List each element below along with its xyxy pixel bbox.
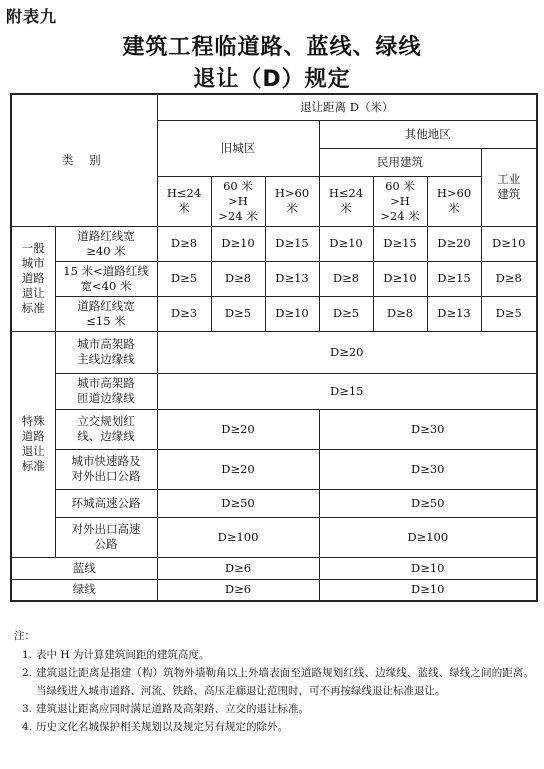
table-row: [11, 449, 537, 489]
row-label: 对外出口高速 公路: [55, 517, 157, 557]
table-row: [11, 261, 537, 296]
value-cell: D≥10: [211, 226, 265, 261]
category-header: 类 别: [11, 94, 157, 226]
notes: [14, 627, 534, 736]
value-cell-old-city: D≥6: [157, 557, 319, 579]
note-number: 2.: [22, 667, 33, 679]
notes-list: [14, 646, 534, 736]
note-item: [22, 700, 534, 718]
old-city-header: 旧城区: [157, 120, 319, 176]
table-row: [11, 373, 537, 409]
note-text: 建筑退让距离应同时满足道路及高架路、立交的退让标准。: [36, 703, 309, 715]
row-label: 15 米<道路红线 宽<40 米: [55, 261, 157, 296]
note-number: 1.: [22, 649, 33, 661]
value-cell: D≥10: [373, 261, 427, 296]
row-label: 道路红线宽 ≤15 米: [55, 296, 157, 331]
table-row: [11, 296, 537, 331]
note-text: 建筑退让距离是指建（构）筑物外墙勒角以上外墙表面至道路规划红线、边缘线、蓝线、绿线之间的距离。当绿线进入城市道路、河流、铁路、高压走廊退让范围时，可不再按绿线退让标准退让。: [36, 667, 534, 697]
value-cell: D≥5: [211, 296, 265, 331]
value-cell: D≥13: [427, 296, 481, 331]
other-areas-header: 其他地区: [319, 120, 537, 148]
value-cell: D≥8: [319, 261, 373, 296]
note-number: 4.: [22, 721, 33, 733]
value-cell: D≥5: [319, 296, 373, 331]
note-text: 历史文化名城保护相关规划以及规定另有规定的除外。: [36, 721, 288, 733]
note-item: [22, 646, 534, 664]
table-row: [11, 331, 537, 373]
table-row: [11, 226, 537, 261]
row-label: 城市高架路 匝道边缘线: [55, 373, 157, 409]
row-label: 道路红线宽 ≥40 米: [55, 226, 157, 261]
value-cell-other-areas: D≥30: [319, 449, 537, 489]
height-col-header: H>60 米: [265, 176, 319, 226]
value-cell-other-areas: D≥100: [319, 517, 537, 557]
value-cell: D≥13: [265, 261, 319, 296]
height-col-header: H≤24 米: [319, 176, 373, 226]
value-cell: D≥15: [265, 226, 319, 261]
note-text: 表中 H 为计算建筑间距的建筑高度。: [36, 649, 210, 661]
value-cell: D≥8: [157, 226, 211, 261]
industrial-building-header: 工业 建筑: [481, 148, 537, 226]
value-cell-old-city: D≥20: [157, 409, 319, 449]
value-cell-old-city: D≥6: [157, 579, 319, 601]
blue-line-row: [11, 557, 537, 579]
row-label: 绿线: [11, 579, 157, 601]
table-row: [11, 489, 537, 517]
value-cell: D≥8: [481, 261, 537, 296]
civil-building-header: 民用建筑: [319, 148, 481, 176]
title-line-2: 退让（D）规定: [193, 67, 351, 92]
height-col-header: 60 米>H >24 米: [373, 176, 427, 226]
value-cell-old-city: D≥100: [157, 517, 319, 557]
value-cell: D≥5: [157, 261, 211, 296]
table-row: [11, 517, 537, 557]
row-label: 立交规划红 线、边缘线: [55, 409, 157, 449]
value-cell-old-city: D≥20: [157, 449, 319, 489]
height-col-header: H≤24 米: [157, 176, 211, 226]
height-col-header: 60 米>H >24 米: [211, 176, 265, 226]
note-item: [22, 718, 534, 736]
note-item: [22, 664, 534, 700]
value-cell: D≥15: [373, 226, 427, 261]
setback-table: [10, 93, 538, 602]
value-cell: D≥3: [157, 296, 211, 331]
value-cell-old-city: D≥50: [157, 489, 319, 517]
value-cell-other-areas: D≥50: [319, 489, 537, 517]
row-label: 环城高速公路: [55, 489, 157, 517]
value-cell-other-areas: D≥30: [319, 409, 537, 449]
value-cell: D≥20: [427, 226, 481, 261]
value-cell: D≥8: [373, 296, 427, 331]
value-cell-other-areas: D≥10: [319, 557, 537, 579]
value-cell-all: D≥20: [157, 331, 537, 373]
row-label: 城市高架路 主线边缘线: [55, 331, 157, 373]
value-cell: D≥8: [211, 261, 265, 296]
value-cell-other-areas: D≥10: [319, 579, 537, 601]
value-cell: D≥10: [265, 296, 319, 331]
height-col-header: H>60 米: [427, 176, 481, 226]
table-row: [11, 409, 537, 449]
general-road-group: 一般 城市 道路 退让 标准: [11, 226, 55, 331]
value-cell: D≥10: [481, 226, 537, 261]
value-cell: D≥15: [427, 261, 481, 296]
special-road-group: 特殊 道路 退让 标准: [11, 331, 55, 557]
row-label: 城市快速路及 对外出口公路: [55, 449, 157, 489]
note-number: 3.: [22, 703, 33, 715]
value-cell: D≥5: [481, 296, 537, 331]
distance-header: 退让距离 D（米）: [157, 94, 537, 120]
value-cell: D≥10: [319, 226, 373, 261]
appendix-label: 附表九: [6, 7, 58, 26]
title-line-1: 建筑工程临道路、蓝线、绿线: [122, 35, 422, 60]
notes-head: 注：: [14, 630, 35, 642]
value-cell-all: D≥15: [157, 373, 537, 409]
green-line-row: [11, 579, 537, 601]
row-label: 蓝线: [11, 557, 157, 579]
